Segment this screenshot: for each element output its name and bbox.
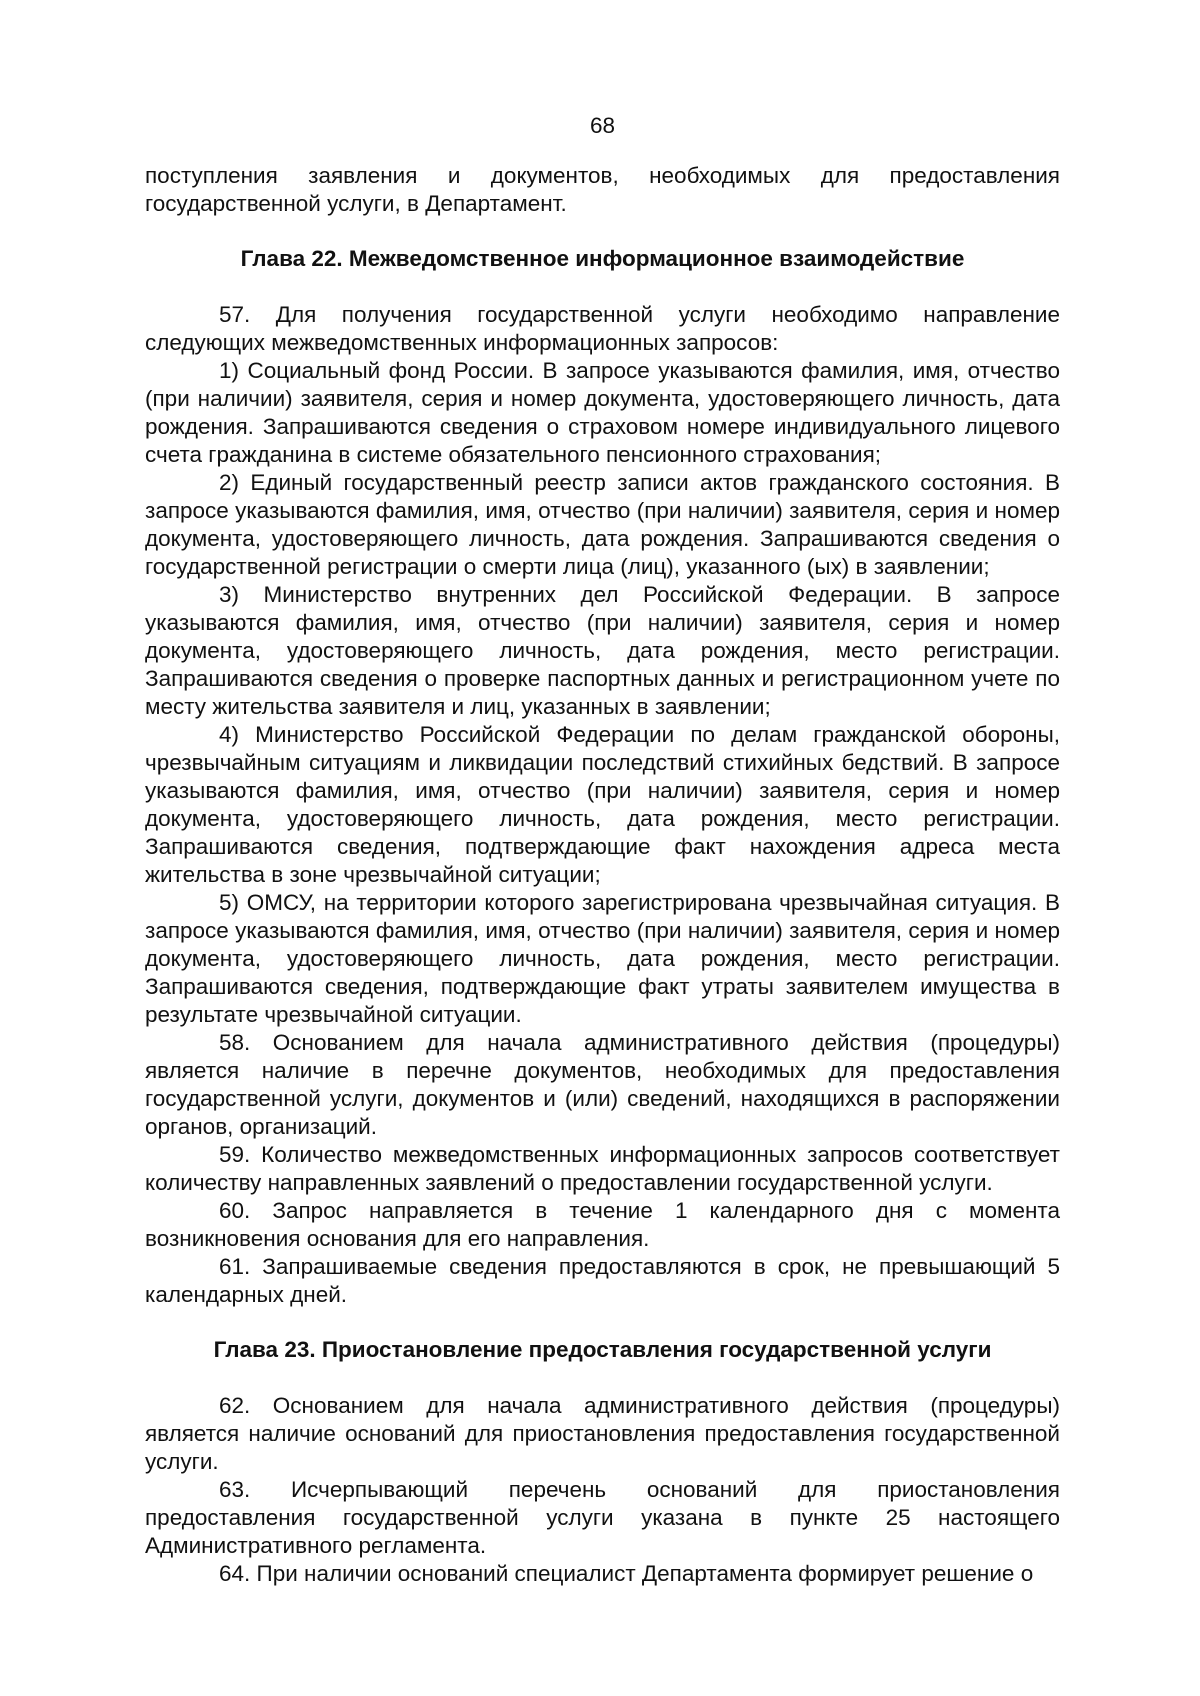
page-number: 68: [589, 113, 616, 138]
paragraph-64: 64. При наличии оснований специалист Департамента формирует решение о: [219, 1561, 1034, 1586]
paragraph-57-item-1: 1) Социальный фонд России. В запросе указываются фамилия, имя, отчество (при наличии) заявителя, серия и номер документа, удостоверяющего личность, дата рождения. Запрашиваются сведения о страховом номере индивидуального лицевого счета гражданина в системе обязательного пенсионного страхования;: [145, 358, 1060, 467]
paragraph-57-item-3: 3) Министерство внутренних дел Российской Федерации. В запросе указываются фамилия, имя, отчество (при наличии) заявителя, серия и номер документа, удостоверяющего личность, дата рождения, место регистрации. Запрашиваются сведения о проверке паспортных данных и регистрационном учете по месту жительства заявителя и лиц, указанных в заявлении;: [145, 582, 1060, 719]
paragraph-58: 58. Основанием для начала административного действия (процедуры) является наличие в перечне документов, необходимых для предоставления государственной услуги, документов и (или) сведений, находящихся в распоряжении органов, организаций.: [145, 1030, 1060, 1139]
paragraph-61: 61. Запрашиваемые сведения предоставляются в срок, не превышающий 5 календарных дней.: [145, 1254, 1060, 1307]
chapter-22-title: Глава 22. Межведомственное информационное взаимодействие: [240, 246, 965, 271]
paragraph-57: 57. Для получения государственной услуги необходимо направление следующих межведомственных информационных запросов:: [145, 302, 1060, 355]
paragraph-57-item-4: 4) Министерство Российской Федерации по делам гражданской обороны, чрезвычайным ситуациям и ликвидации последствий стихийных бедствий. В запросе указываются фамилия, имя, отчество (при наличии) заявителя, серия и номер документа, удостоверяющего личность, дата рождения, место регистрации. Запрашиваются сведения, подтверждающие факт нахождения адреса места жительства в зоне чрезвычайной ситуации;: [145, 722, 1060, 887]
paragraph-63: 63. Исчерпывающий перечень оснований для приостановления предоставления государственной услуги указана в пункте 25 настоящего Административного регламента.: [145, 1477, 1060, 1558]
paragraph-60: 60. Запрос направляется в течение 1 календарного дня с момента возникновения основания для его направления.: [145, 1198, 1060, 1251]
paragraph-57-item-2: 2) Единый государственный реестр записи актов гражданского состояния. В запросе указываются фамилия, имя, отчество (при наличии) заявителя, серия и номер документа, удостоверяющего личность, дата рождения. Запрашиваются сведения о государственной регистрации о смерти лица (лиц), указанного (ых) в заявлении;: [145, 470, 1060, 579]
paragraph-57-item-5: 5) ОМСУ, на территории которого зарегистрирована чрезвычайная ситуация. В запросе указываются фамилия, имя, отчество (при наличии) заявителя, серия и номер документа, удостоверяющего личность, дата рождения, место регистрации. Запрашиваются сведения, подтверждающие факт утраты заявителем имущества в результате чрезвычайной ситуации.: [145, 890, 1060, 1027]
continuation-paragraph: поступления заявления и документов, необходимых для предоставления государственной услуги, в Департамент.: [145, 163, 1060, 216]
paragraph-62: 62. Основанием для начала административного действия (процедуры) является наличие оснований для приостановления предоставления государственной услуги.: [145, 1393, 1060, 1474]
chapter-23-title: Глава 23. Приостановление предоставления государственной услуги: [213, 1337, 992, 1362]
paragraph-59: 59. Количество межведомственных информационных запросов соответствует количеству направленных заявлений о предоставлении государственной услуги.: [145, 1142, 1060, 1195]
